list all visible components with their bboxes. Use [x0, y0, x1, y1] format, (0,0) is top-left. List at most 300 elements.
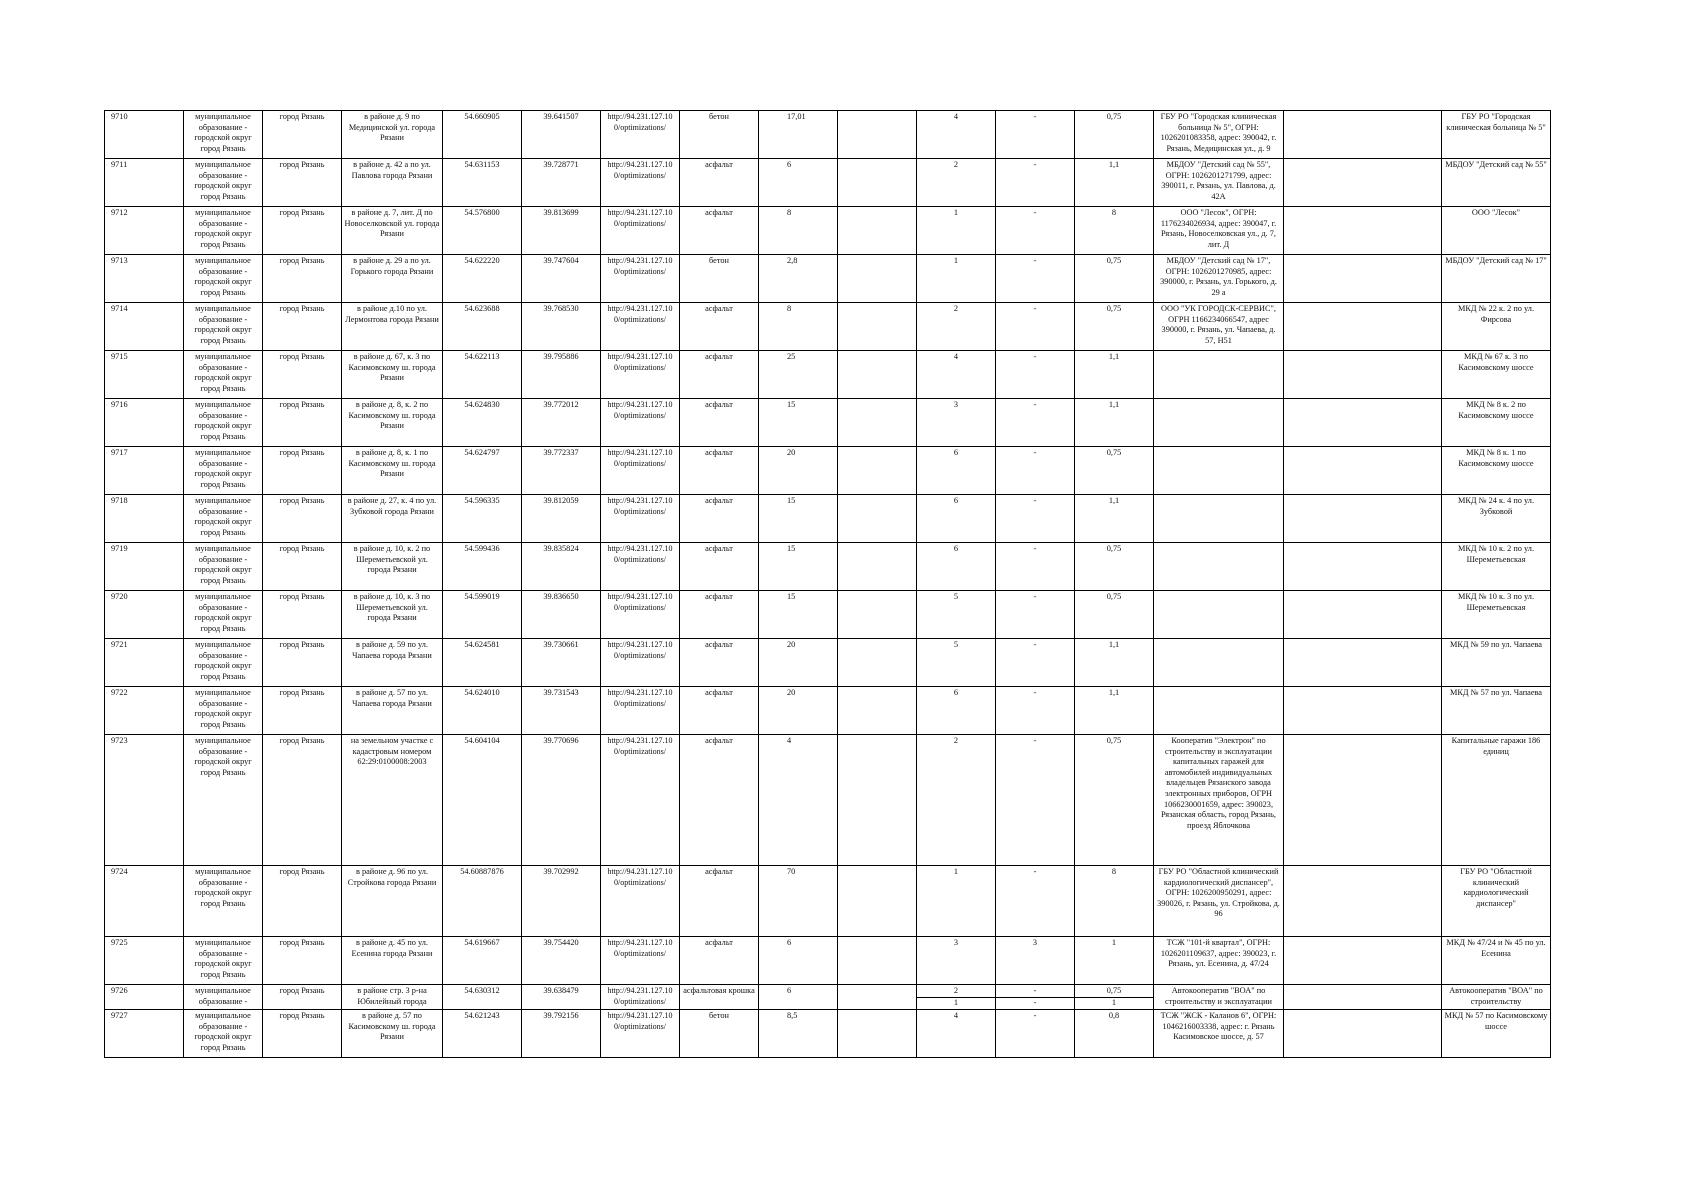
cell-longitude: 39.812059	[522, 495, 601, 543]
cell-latitude: 54.624010	[443, 687, 522, 735]
cell-containers-count: 5	[917, 639, 996, 687]
cell-column-12: -	[996, 639, 1075, 687]
cell-source: ООО "Лесок"	[1442, 207, 1551, 255]
cell-containers-count: 6	[917, 543, 996, 591]
cell-containers-count: 3	[917, 937, 996, 985]
cell-column-12: -	[996, 735, 1075, 866]
cell-longitude: 39.770696	[522, 735, 601, 866]
cell-container-volume: 8	[1075, 866, 1154, 937]
cell-surface-material: асфальт	[680, 937, 759, 985]
cell-column-15	[1284, 1010, 1442, 1058]
cell-containers-count	[917, 985, 996, 1010]
cell-area: 2,8	[759, 255, 838, 303]
cell-owner: ООО "Лесок", ОГРН: 1176234026934, адрес: 390047, г. Рязань, Новоселковская ул., д. 7, лит. Д	[1154, 207, 1284, 255]
cell-owner: ГБУ РО "Областной клинический кардиологический диспансер", ОГРН: 1026200950291, адрес: 390026, г. Рязань, ул. Стройкова, д. 96	[1154, 866, 1284, 937]
table-row	[105, 399, 1551, 447]
cell-containers-count: 2	[917, 303, 996, 351]
cell-municipality: муниципальное образование - городской округ город Рязань	[184, 399, 263, 447]
cell-surface-material: бетон	[680, 255, 759, 303]
cell-column-10	[838, 399, 917, 447]
table-row	[105, 735, 1551, 866]
cell-address: в районе д. 27, к. 4 по ул. Зубковой города Рязани	[342, 495, 443, 543]
cell-column-15	[1284, 937, 1442, 985]
cell-row-number: 9714	[105, 303, 184, 351]
cell-municipality: муниципальное образование - городской округ город Рязань	[184, 866, 263, 937]
cell-surface-material: асфальт	[680, 687, 759, 735]
cell-address: в районе д. 10, к. 2 по Шереметьевской ул. города Рязани	[342, 543, 443, 591]
cell-longitude: 39.702992	[522, 866, 601, 937]
cell-row-number: 9717	[105, 447, 184, 495]
cell-longitude: 39.772337	[522, 447, 601, 495]
cell-surface-material: асфальт	[680, 351, 759, 399]
cell-column-15	[1284, 255, 1442, 303]
cell-longitude: 39.835824	[522, 543, 601, 591]
cell-column-10	[838, 735, 917, 866]
cell-url: http://94.231.127.10 0/optimizations/	[601, 937, 680, 985]
cell-area: 15	[759, 495, 838, 543]
cell-latitude: 54.622220	[443, 255, 522, 303]
cell-row-number: 9725	[105, 937, 184, 985]
cell-source: МКД № 8 к. 1 по Касимовскому шоссе	[1442, 447, 1551, 495]
cell-owner: ГБУ РО "Городская клиническая больница № 5", ОГРН: 1026201083358, адрес: 390042, г. Рязань, Медицинская ул., д. 9	[1154, 111, 1284, 159]
cell-containers-count: 4	[917, 1010, 996, 1058]
cell-column-12	[996, 985, 1075, 1010]
cell-surface-material: асфальт	[680, 495, 759, 543]
cell-container-volume: 1,1	[1075, 687, 1154, 735]
cell-municipality: муниципальное образование - городской округ город Рязань	[184, 591, 263, 639]
table-row	[105, 543, 1551, 591]
cell-containers-count: 6	[917, 687, 996, 735]
cell-column-12: -	[996, 543, 1075, 591]
table-body	[105, 111, 1551, 1058]
cell-city: город Рязань	[263, 351, 342, 399]
cell-url: http://94.231.127.10 0/optimizations/	[601, 399, 680, 447]
cell-column-10	[838, 937, 917, 985]
cell-url: http://94.231.127.10 0/optimizations/	[601, 447, 680, 495]
cell-longitude: 39.768530	[522, 303, 601, 351]
cell-address: в районе д. 67, к. 3 по Касимовскому ш. города Рязани	[342, 351, 443, 399]
table-row	[105, 1010, 1551, 1058]
cell-row-number: 9718	[105, 495, 184, 543]
cell-row-number: 9721	[105, 639, 184, 687]
cell-containers-count: 1	[917, 207, 996, 255]
cell-surface-material: асфальт	[680, 735, 759, 866]
cell-source: МКД № 22 к. 2 по ул. Фирсова	[1442, 303, 1551, 351]
cell-url: http://94.231.127.10 0/optimizations/	[601, 543, 680, 591]
cell-surface-material: бетон	[680, 111, 759, 159]
cell-column-10	[838, 159, 917, 207]
cell-longitude: 39.638479	[522, 985, 601, 1010]
cell-owner: Кооператив "Электрон" по строительству и эксплуатации капитальных гаражей для автомобилей индивидуальных владельцев Рязанского завода электронных приборов, ОГРН 1066230001659, адрес: 390023, Рязанская область, город Рязань, проезд Яблочкова	[1154, 735, 1284, 866]
cell-address: в районе д. 57 по Касимовскому ш. города Рязани	[342, 1010, 443, 1058]
cell-longitude: 39.641507	[522, 111, 601, 159]
cell-source: МКД № 57 по ул. Чапаева	[1442, 687, 1551, 735]
cell-address: в районе стр. 3 р-на Юбилейный города	[342, 985, 443, 1010]
cell-longitude: 39.747604	[522, 255, 601, 303]
cell-city: город Рязань	[263, 255, 342, 303]
cell-address: в районе д. 42 а по ул. Павлова города Рязани	[342, 159, 443, 207]
cell-row-number: 9711	[105, 159, 184, 207]
cell-source: МКД № 10 к. 2 по ул. Шереметьевская	[1442, 543, 1551, 591]
cell-city: город Рязань	[263, 735, 342, 866]
cell-url: http://94.231.127.10 0/optimizations/	[601, 207, 680, 255]
cell-city: город Рязань	[263, 985, 342, 1010]
cell-column-12: -	[996, 159, 1075, 207]
cell-containers-count: 1	[917, 866, 996, 937]
cell-city: город Рязань	[263, 303, 342, 351]
cell-column-12: -	[996, 111, 1075, 159]
table-row	[105, 303, 1551, 351]
cell-municipality: муниципальное образование - городской округ город Рязань	[184, 111, 263, 159]
cell-column-10	[838, 639, 917, 687]
table-row	[105, 207, 1551, 255]
cell-municipality: муниципальное образование - городской округ город Рязань	[184, 351, 263, 399]
cell-address: в районе д. 59 по ул. Чапаева города Рязани	[342, 639, 443, 687]
table-row	[105, 447, 1551, 495]
cell-longitude: 39.792156	[522, 1010, 601, 1058]
cell-address: в районе д. 8, к. 1 по Касимовскому ш. города Рязани	[342, 447, 443, 495]
cell-latitude: 54.599436	[443, 543, 522, 591]
cell-source: МКД № 47/24 и № 45 по ул. Есенина	[1442, 937, 1551, 985]
cell-url: http://94.231.127.10 0/optimizations/	[601, 687, 680, 735]
cell-owner	[1154, 399, 1284, 447]
cell-address: в районе д. 96 по ул. Стройкова города Рязани	[342, 866, 443, 937]
cell-surface-material: асфальт	[680, 399, 759, 447]
registry-table	[104, 110, 1551, 1058]
table-row	[105, 591, 1551, 639]
table-row	[105, 639, 1551, 687]
cell-latitude: 54.621243	[443, 1010, 522, 1058]
cell-container-volume	[1075, 985, 1154, 1010]
cell-containers-count: 6	[917, 447, 996, 495]
cell-address: в районе д.10 по ул. Лермонтова города Рязани	[342, 303, 443, 351]
cell-container-volume: 0,75	[1075, 111, 1154, 159]
cell-column-15	[1284, 985, 1442, 1010]
cell-column-10	[838, 985, 917, 1010]
cell-surface-material: асфальтовая крошка	[680, 985, 759, 1010]
cell-municipality: муниципальное образование - городской округ город Рязань	[184, 303, 263, 351]
table-row	[105, 866, 1551, 937]
cell-city: город Рязань	[263, 111, 342, 159]
cell-column-10	[838, 351, 917, 399]
cell-source: ГБУ РО "Городская клиническая больница № 5"	[1442, 111, 1551, 159]
cell-column-15	[1284, 351, 1442, 399]
cell-area: 70	[759, 866, 838, 937]
cell-column-15	[1284, 159, 1442, 207]
cell-column-12: -	[996, 495, 1075, 543]
cell-owner: ТСЖ "ЖСК - Каланов 6", ОГРН: 1046216003338, адрес: г. Рязань Касимовское шоссе, д. 57	[1154, 1010, 1284, 1058]
cell-container-volume: 0,75	[1075, 255, 1154, 303]
cell-column-15	[1284, 543, 1442, 591]
cell-row-number: 9716	[105, 399, 184, 447]
cell-municipality: муниципальное образование - городской округ город Рязань	[184, 687, 263, 735]
cell-address: в районе д. 45 по ул. Есенина города Рязани	[342, 937, 443, 985]
cell-latitude: 54.660905	[443, 111, 522, 159]
cell-url: http://94.231.127.10 0/optimizations/	[601, 351, 680, 399]
cell-municipality: муниципальное образование - городской округ город Рязань	[184, 159, 263, 207]
cell-latitude: 54.624581	[443, 639, 522, 687]
cell-column-10	[838, 1010, 917, 1058]
cell-column-15	[1284, 687, 1442, 735]
cell-column-15	[1284, 735, 1442, 866]
cell-municipality: муниципальное образование - городской округ город Рязань	[184, 495, 263, 543]
cell-url: http://94.231.127.10 0/optimizations/	[601, 639, 680, 687]
cell-municipality: муниципальное образование - городской округ город Рязань	[184, 639, 263, 687]
cell-column-10	[838, 447, 917, 495]
cell-column-12: -	[996, 255, 1075, 303]
cell-municipality: муниципальное образование - городской округ город Рязань	[184, 207, 263, 255]
cell-column-15	[1284, 866, 1442, 937]
cell-line-2: 1	[953, 997, 959, 1007]
cell-url: http://94.231.127.10 0/optimizations/	[601, 985, 680, 1010]
cell-container-volume: 0,8	[1075, 1010, 1154, 1058]
cell-city: город Рязань	[263, 591, 342, 639]
cell-container-volume: 8	[1075, 207, 1154, 255]
cell-longitude: 39.795886	[522, 351, 601, 399]
cell-address: в районе д. 57 по ул. Чапаева города Рязани	[342, 687, 443, 735]
cell-city: город Рязань	[263, 495, 342, 543]
cell-source: МКД № 24 к. 4 по ул. Зубковой	[1442, 495, 1551, 543]
cell-latitude: 54.630312	[443, 985, 522, 1010]
cell-latitude: 54.623688	[443, 303, 522, 351]
cell-area: 4	[759, 735, 838, 866]
cell-area: 20	[759, 687, 838, 735]
cell-source: МКД № 57 по Касимовскому шоссе	[1442, 1010, 1551, 1058]
cell-source: МКД № 8 к. 2 по Касимовскому шоссе	[1442, 399, 1551, 447]
cell-source: Капитальные гаражи 186 единиц	[1442, 735, 1551, 866]
cell-column-15	[1284, 639, 1442, 687]
cell-column-10	[838, 207, 917, 255]
cell-surface-material: асфальт	[680, 207, 759, 255]
cell-row-number: 9723	[105, 735, 184, 866]
cell-municipality: муниципальное образование - городской округ город Рязань	[184, 447, 263, 495]
cell-address: в районе д. 29 а по ул. Горького города Рязани	[342, 255, 443, 303]
cell-area: 6	[759, 985, 838, 1010]
cell-area: 15	[759, 543, 838, 591]
cell-latitude: 54.619667	[443, 937, 522, 985]
cell-container-volume: 1,1	[1075, 351, 1154, 399]
cell-containers-count: 4	[917, 111, 996, 159]
cell-column-12: -	[996, 399, 1075, 447]
cell-row-number: 9710	[105, 111, 184, 159]
cell-longitude: 39.813699	[522, 207, 601, 255]
cell-municipality: муниципальное образование - городской округ город Рязань	[184, 255, 263, 303]
cell-owner	[1154, 543, 1284, 591]
cell-owner	[1154, 639, 1284, 687]
table-row	[105, 351, 1551, 399]
cell-column-15	[1284, 447, 1442, 495]
cell-column-10	[838, 255, 917, 303]
cell-container-volume: 0,75	[1075, 735, 1154, 866]
cell-column-12: -	[996, 303, 1075, 351]
cell-owner	[1154, 351, 1284, 399]
cell-column-12: -	[996, 591, 1075, 639]
cell-area: 6	[759, 937, 838, 985]
cell-column-12: -	[996, 207, 1075, 255]
cell-owner: МБДОУ "Детский сад № 55", ОГРН: 1026201271799, адрес: 390011, г. Рязань, ул. Павлова, д. 42А	[1154, 159, 1284, 207]
cell-container-volume: 1,1	[1075, 159, 1154, 207]
cell-city: город Рязань	[263, 207, 342, 255]
cell-city: город Рязань	[263, 447, 342, 495]
cell-column-10	[838, 687, 917, 735]
cell-owner	[1154, 447, 1284, 495]
cell-city: город Рязань	[263, 687, 342, 735]
cell-column-15	[1284, 591, 1442, 639]
cell-column-12: -	[996, 351, 1075, 399]
cell-row-number: 9713	[105, 255, 184, 303]
cell-surface-material: асфальт	[680, 639, 759, 687]
cell-area: 17,01	[759, 111, 838, 159]
cell-url: http://94.231.127.10 0/optimizations/	[601, 111, 680, 159]
table-row	[105, 687, 1551, 735]
cell-column-12: -	[996, 447, 1075, 495]
cell-latitude: 54.622113	[443, 351, 522, 399]
cell-latitude: 54.631153	[443, 159, 522, 207]
cell-area: 15	[759, 591, 838, 639]
cell-city: город Рязань	[263, 866, 342, 937]
cell-address: в районе д. 7, лит. Д по Новоселковской ул. города Рязани	[342, 207, 443, 255]
cell-municipality: муниципальное образование - городской округ город Рязань	[184, 937, 263, 985]
cell-city: город Рязань	[263, 543, 342, 591]
cell-longitude: 39.730661	[522, 639, 601, 687]
cell-container-volume: 1,1	[1075, 639, 1154, 687]
cell-municipality: муниципальное образование - городской округ город Рязань	[184, 735, 263, 866]
cell-containers-count: 2	[917, 159, 996, 207]
cell-url: http://94.231.127.10 0/optimizations/	[601, 303, 680, 351]
cell-city: город Рязань	[263, 937, 342, 985]
cell-source: Автокооператив "ВОА" по строительству	[1442, 985, 1551, 1010]
cell-row-number: 9720	[105, 591, 184, 639]
cell-latitude: 54.596335	[443, 495, 522, 543]
table-row	[105, 985, 1551, 1010]
cell-source: МКД № 67 к. 3 по Касимовскому шоссе	[1442, 351, 1551, 399]
table-row	[105, 937, 1551, 985]
cell-column-15	[1284, 207, 1442, 255]
cell-surface-material: асфальт	[680, 866, 759, 937]
cell-url: http://94.231.127.10 0/optimizations/	[601, 1010, 680, 1058]
table-row	[105, 255, 1551, 303]
cell-owner	[1154, 687, 1284, 735]
cell-container-volume: 1	[1075, 937, 1154, 985]
cell-city: город Рязань	[263, 639, 342, 687]
cell-municipality: муниципальное образование - городской округ город Рязань	[184, 1010, 263, 1058]
cell-row-number: 9712	[105, 207, 184, 255]
cell-surface-material: асфальт	[680, 543, 759, 591]
cell-line-1: 0,75	[1106, 986, 1122, 995]
cell-source: МКД № 59 по ул. Чапаева	[1442, 639, 1551, 687]
cell-column-12: -	[996, 1010, 1075, 1058]
cell-url: http://94.231.127.10 0/optimizations/	[601, 591, 680, 639]
cell-address: в районе д. 10, к. 3 по Шереметьевской ул. города Рязани	[342, 591, 443, 639]
cell-containers-count: 5	[917, 591, 996, 639]
cell-address: в районе д. 9 по Медицинской ул. города Рязани	[342, 111, 443, 159]
cell-line-2: 1	[1111, 997, 1117, 1007]
cell-source: МБДОУ "Детский сад № 17"	[1442, 255, 1551, 303]
cell-line-2: -	[1033, 997, 1037, 1007]
cell-column-12: -	[996, 687, 1075, 735]
cell-container-volume: 1,1	[1075, 495, 1154, 543]
cell-municipality: муниципальное образование - городской округ город Рязань	[184, 543, 263, 591]
cell-row-number: 9727	[105, 1010, 184, 1058]
cell-latitude: 54.604104	[443, 735, 522, 866]
cell-column-15	[1284, 111, 1442, 159]
cell-container-volume: 0,75	[1075, 447, 1154, 495]
cell-city: город Рязань	[263, 399, 342, 447]
table-row	[105, 159, 1551, 207]
cell-column-15	[1284, 399, 1442, 447]
cell-column-10	[838, 495, 917, 543]
cell-column-10	[838, 111, 917, 159]
cell-city: город Рязань	[263, 159, 342, 207]
cell-latitude: 54.624797	[443, 447, 522, 495]
cell-line-1: -	[1033, 986, 1037, 995]
cell-address: в районе д. 8, к. 2 по Касимовскому ш. города Рязани	[342, 399, 443, 447]
cell-area: 8	[759, 303, 838, 351]
cell-source: ГБУ РО "Областной клинический кардиологический диспансер"	[1442, 866, 1551, 937]
cell-latitude: 54.624830	[443, 399, 522, 447]
cell-containers-count: 3	[917, 399, 996, 447]
cell-surface-material: асфальт	[680, 591, 759, 639]
cell-owner	[1154, 495, 1284, 543]
cell-owner: Автокооператив "ВОА" по строительству и эксплуатации	[1154, 985, 1284, 1010]
table-row	[105, 111, 1551, 159]
cell-row-number: 9724	[105, 866, 184, 937]
cell-column-12: -	[996, 866, 1075, 937]
cell-longitude: 39.772012	[522, 399, 601, 447]
cell-owner: ТСЖ "101-й квартал", ОГРН: 1026201109637, адрес: 390023, г. Рязань, ул. Есенина, д. 47/24	[1154, 937, 1284, 985]
cell-area: 8,5	[759, 1010, 838, 1058]
cell-row-number: 9715	[105, 351, 184, 399]
cell-latitude: 54.599019	[443, 591, 522, 639]
cell-area: 20	[759, 447, 838, 495]
cell-column-10	[838, 303, 917, 351]
cell-container-volume: 0,75	[1075, 303, 1154, 351]
cell-city: город Рязань	[263, 1010, 342, 1058]
cell-url: http://94.231.127.10 0/optimizations/	[601, 255, 680, 303]
cell-column-15	[1284, 303, 1442, 351]
table-row	[105, 495, 1551, 543]
cell-line-1: 2	[953, 986, 959, 995]
cell-containers-count: 2	[917, 735, 996, 866]
cell-source: МКД № 10 к. 3 по ул. Шереметьевская	[1442, 591, 1551, 639]
cell-longitude: 39.731543	[522, 687, 601, 735]
cell-container-volume: 1,1	[1075, 399, 1154, 447]
cell-area: 20	[759, 639, 838, 687]
cell-column-10	[838, 591, 917, 639]
cell-surface-material: асфальт	[680, 447, 759, 495]
cell-longitude: 39.754420	[522, 937, 601, 985]
cell-area: 15	[759, 399, 838, 447]
cell-column-15	[1284, 495, 1442, 543]
cell-area: 6	[759, 159, 838, 207]
cell-column-10	[838, 543, 917, 591]
cell-container-volume: 0,75	[1075, 591, 1154, 639]
cell-surface-material: асфальт	[680, 159, 759, 207]
cell-url: http://94.231.127.10 0/optimizations/	[601, 866, 680, 937]
cell-row-number: 9726	[105, 985, 184, 1010]
cell-url: http://94.231.127.10 0/optimizations/	[601, 495, 680, 543]
cell-column-12: 3	[996, 937, 1075, 985]
cell-area: 8	[759, 207, 838, 255]
cell-latitude: 54.60887876	[443, 866, 522, 937]
cell-containers-count: 4	[917, 351, 996, 399]
cell-source: МБДОУ "Детский сад № 55"	[1442, 159, 1551, 207]
cell-area: 25	[759, 351, 838, 399]
cell-latitude: 54.576800	[443, 207, 522, 255]
cell-url: http://94.231.127.10 0/optimizations/	[601, 159, 680, 207]
cell-containers-count: 1	[917, 255, 996, 303]
cell-surface-material: асфальт	[680, 303, 759, 351]
